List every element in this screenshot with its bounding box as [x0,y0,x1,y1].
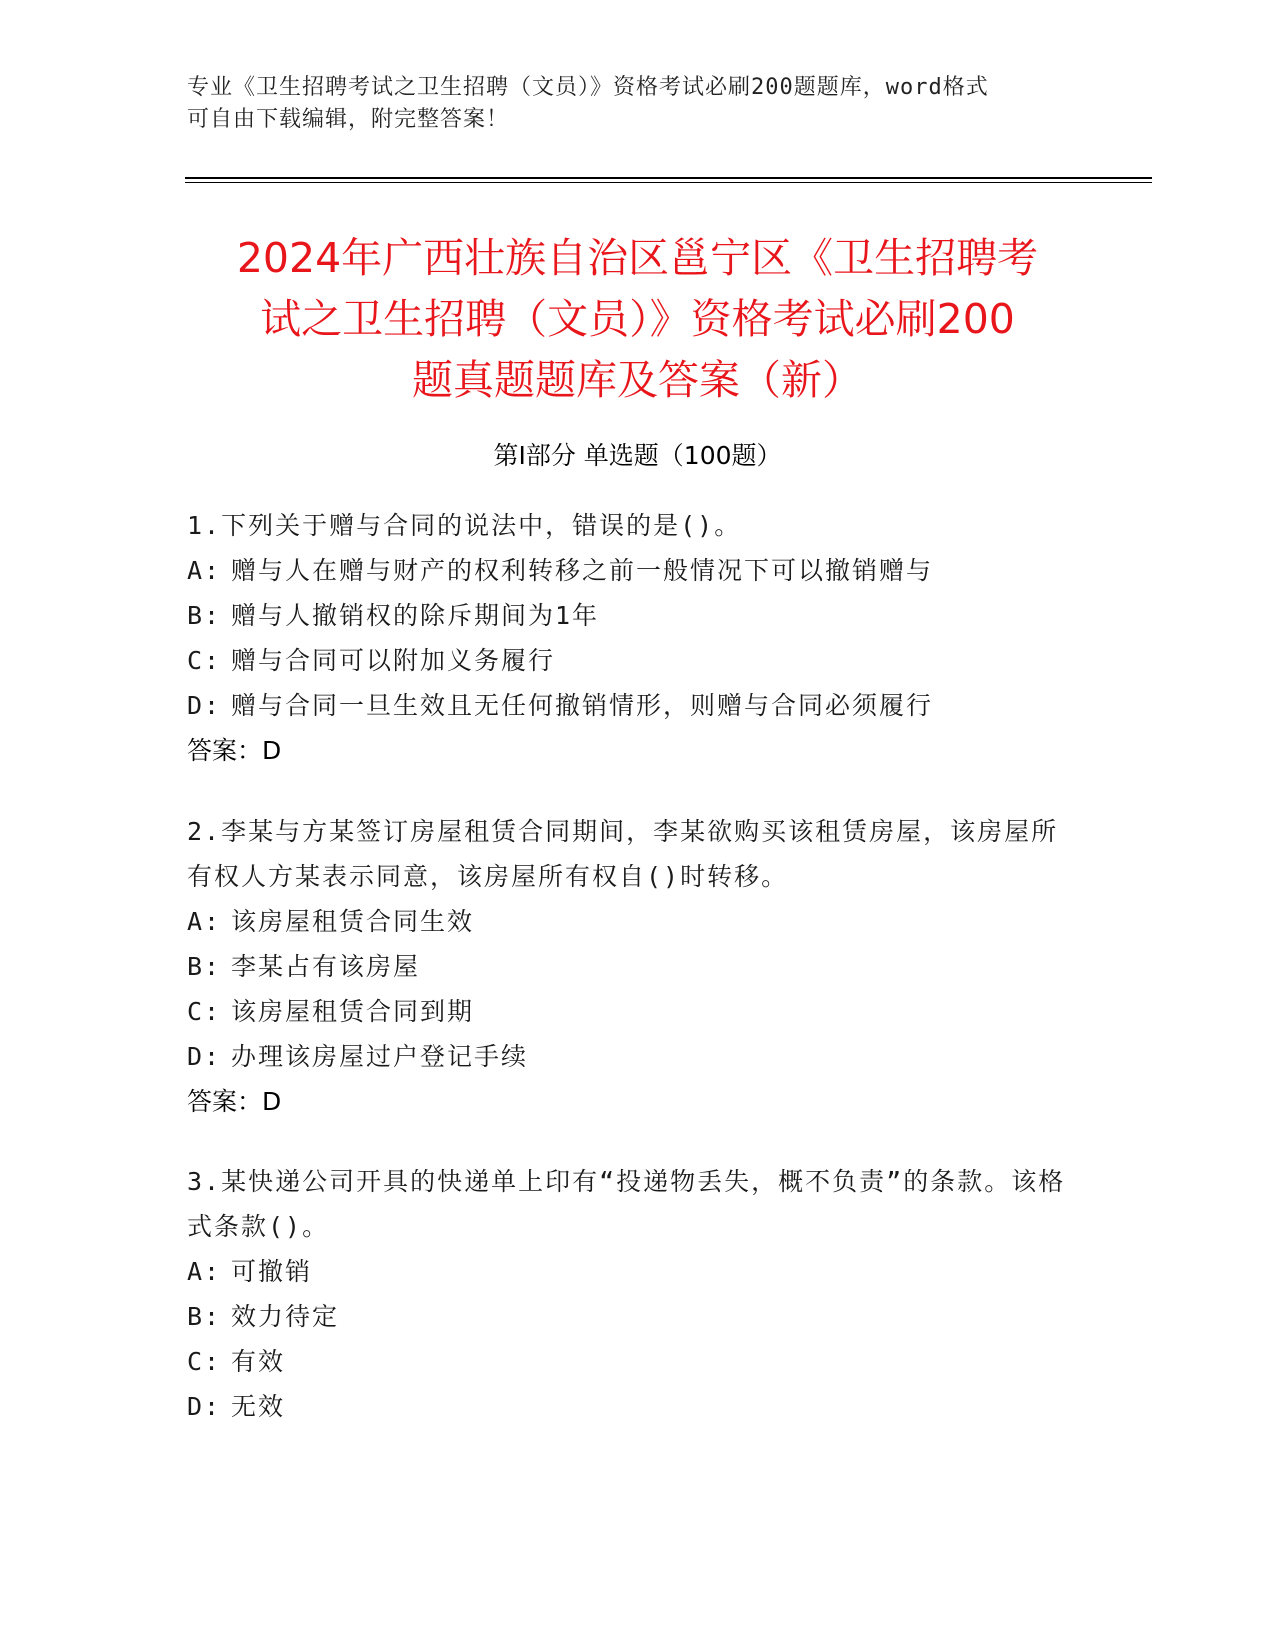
option-letter: C: [187,997,222,1026]
option-text: 赠与人在赠与财产的权利转移之前一般情况下可以撤销赠与 [231,556,934,585]
question-item [187,1159,1067,1429]
question-option [187,1384,1067,1429]
question-option [187,989,1067,1034]
question-answer: 答案：D [187,1087,282,1116]
question-stem: 1.下列关于赠与合同的说法中，错误的是()。 [187,511,742,540]
title-line3: 题真题题库及答案（新） [412,356,863,404]
title-line2: 试之卫生招聘（文员）》资格考试必刷200 [260,295,1015,343]
question-item [187,503,1067,773]
question-option [187,638,1067,683]
question-stem: 3.某快递公司开具的快递单上印有“投递物丢失，概不负责”的条款。该格式条款()。 [187,1167,1066,1241]
question-option [187,548,1067,593]
option-text: 赠与合同可以附加义务履行 [231,646,556,675]
option-letter: B: [187,952,222,981]
option-letter: B: [187,601,222,630]
header-note-line2: 可自由下载编辑，附完整答案！ [187,107,510,132]
option-text: 赠与人撤销权的除斥期间为1年 [231,601,600,630]
option-text: 可撤销 [231,1257,313,1286]
option-letter: C: [187,646,222,675]
option-text: 有效 [231,1347,286,1376]
option-letter: D: [187,1392,222,1421]
question-answer: 答案：D [187,736,282,765]
header-note-line1: 专业《卫生招聘考试之卫生招聘（文员）》资格考试必刷200题题库，word格式 [187,75,989,100]
question-option [187,1034,1067,1079]
option-letter: A: [187,1257,222,1286]
option-text: 办理该房屋过户登记手续 [231,1042,529,1071]
header-divider-thin [185,182,1152,183]
question-option [187,1294,1067,1339]
header-note [187,72,1087,136]
title-line1: 2024年广西壮族自治区邕宁区《卫生招聘考 [236,234,1039,282]
option-letter: A: [187,907,222,936]
option-letter: B: [187,1302,222,1331]
option-letter: C: [187,1347,222,1376]
page-title [150,228,1125,411]
question-stem: 2.李某与方某签订房屋租赁合同期间，李某欲购买该租赁房屋，该房屋所有权人方某表示同意，该房屋所有权自()时转移。 [187,817,1059,891]
option-letter: D: [187,1042,222,1071]
option-text: 无效 [231,1392,286,1421]
option-text: 李某占有该房屋 [231,952,421,981]
question-option [187,1249,1067,1294]
question-option [187,593,1067,638]
header-divider [185,177,1152,179]
option-text: 赠与合同一旦生效且无任何撤销情形，则赠与合同必须履行 [231,691,934,720]
option-letter: D: [187,691,222,720]
question-option [187,944,1067,989]
question-option [187,899,1067,944]
question-option [187,683,1067,728]
section-heading: 第Ⅰ部分 单选题（100题） [493,441,782,470]
option-text: 效力待定 [231,1302,340,1331]
option-letter: A: [187,556,222,585]
question-item [187,809,1067,1124]
option-text: 该房屋租赁合同到期 [231,997,475,1026]
question-option [187,1339,1067,1384]
option-text: 该房屋租赁合同生效 [231,907,475,936]
